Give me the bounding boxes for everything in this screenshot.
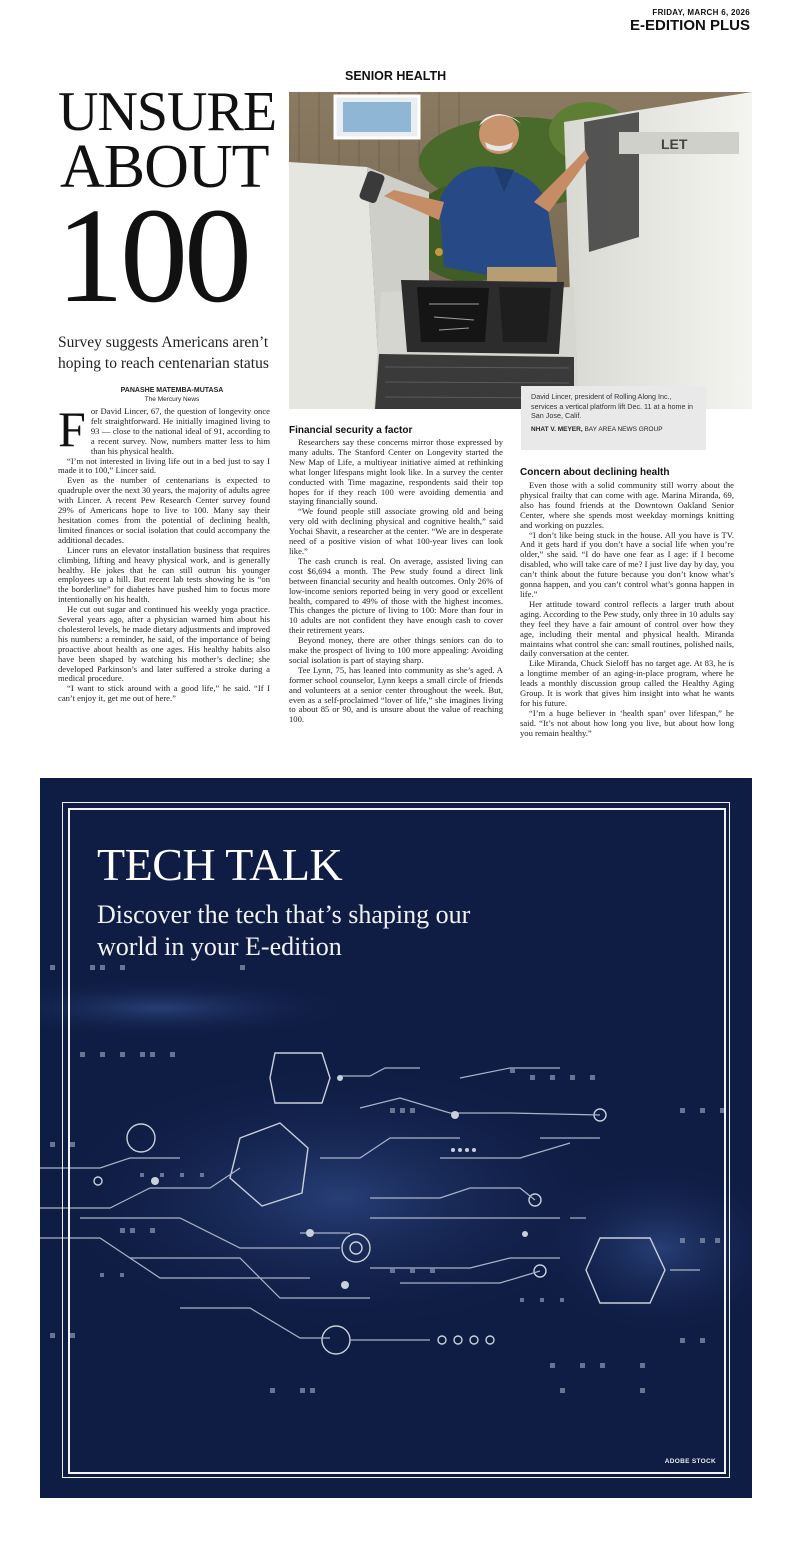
article-paragraph: He cut out sugar and continued his weekly yoga practice. Several years ago, after a physician warned him about his cholesterol levels, he made dietary adjustments and improved his numbers: a reminder, he said, of the importance of being proactive about health as one ages. His healthy habits also have been shaped by watching his mother’s decline; she developed Parkinson’s and later suffered a stroke during a medical procedure.: [58, 604, 270, 684]
byline-author: PANASHE MATEMBA-MUTASA: [120, 387, 224, 394]
section-label: SENIOR HEALTH: [345, 69, 447, 83]
lift-sign-text: LET: [661, 136, 688, 152]
article-paragraph: Even those with a solid community still worry about the physical frailty that can come with age. Marina Miranda, 69, also has found friends at the Downtown Oakland Senior Center, where she spends most weekday mornings knitting and working on puzzles.: [520, 480, 734, 530]
subhead-financial: Financial security a factor: [289, 425, 413, 436]
article-paragraph: “I’m a huge believer in ‘health span’ over lifespan,” he said. “It’s not about how long you live, but about how long you remain healthy.”: [520, 707, 734, 738]
photo-illustration: [289, 92, 752, 409]
article-paragraph: Her attitude toward control reflects a larger truth about aging. According to the Pew study, only three in 10 adults say they feel they have a fair amount of control over how they age, including their mental and physical health. Miranda maintains what control she can: small routines, polished nails, daily conversation at the center.: [520, 598, 734, 659]
article-paragraph: Even as the number of centenarians is expected to quadruple over the next 30 years, the majority of adults agree with Lincer. A recent Pew Research Center survey found 29% of Americans hope to live to 100. Many say their hesitation comes from the potential of declining health, limited finances or social isolation that could accompany the additional decades.: [58, 475, 270, 545]
edition-name: E-EDITION PLUS: [629, 17, 750, 34]
photo-credit: [531, 425, 696, 435]
feature-photo: [289, 92, 752, 409]
tech-talk-ad[interactable]: [40, 778, 752, 1498]
photo-credit-org: BAY AREA NEWS GROUP: [584, 425, 663, 433]
headline-line-3: 100: [56, 181, 248, 331]
article-column-2: [289, 438, 503, 725]
article-paragraph: Tee Lynn, 75, has leaned into community as she’s aged. A former school counselor, Lynn keeps a small circle of friends and volunteers at a senior center throughout the week. But, even as a self-proclaimed “lover of life,” she imagines living to about 85 or 90, and is unsure about the value of reaching 100.: [289, 664, 503, 725]
article-column-1: [58, 401, 270, 704]
photo-caption: David Lincer, president of Rolling Along Inc., services a vertical platform lift Dec. 11 at a home in San Jose, Calif.: [531, 392, 694, 420]
photo-credit-name: NHAT V. MEYER,: [531, 425, 583, 433]
drop-cap: F: [58, 401, 86, 457]
paragraph-text: or David Lincer, 67, the question of longevity once felt straightforward. He initially imagined living to 93 — close to the national ideal of 91, according to a recent survey. Now, numbers matter less to him than his physical health.: [90, 406, 270, 456]
article-paragraph: “I want to stick around with a good life,” he said. “If I can’t enjoy it, get me out of here.”: [58, 683, 270, 704]
ad-title: TECH TALK: [97, 839, 343, 890]
deck: Survey suggests Americans aren’t hoping to reach centenarian status: [58, 334, 269, 372]
article-paragraph: Beyond money, there are other things seniors can do to make the prospect of living to 100 more appealing: Avoiding social isolation is part of staying sharp.: [289, 635, 503, 665]
headline-line-2: ABOUT: [60, 133, 269, 201]
article-paragraph: Lincer runs an elevator installation business that requires climbing, lifting and heavy physical work, and is generally healthy. He jokes that he can still outrun his younger employees up a hill. But recent lab tests showing he is “on the borderline” for diabetes have pushed him to focus more intentionally on his health.: [58, 544, 270, 605]
article-paragraph: “I don’t like being stuck in the house. All you have is TV. And it gets hard if you don’t have a social life when you’re older,” she said. “I do have one fear as I age: if I become disabled, who will take care of me? I just live day by day, you can’t think about the future because you don’t know what’s gonna happen, and you can’t control what’s gonna happen in life.”: [520, 529, 734, 599]
article-column-3: [520, 481, 734, 739]
headline-line-1: UNSURE: [58, 81, 277, 143]
article-paragraph: Researchers say these concerns mirror those expressed by many adults. The Stanford Center on Longevity started the New Map of Life, a multiyear initiative aimed at rethinking what longer lifespans might look like. In a survey the center conducted with Time magazine, respondents said their top hopes for if they reach 100 were avoiding dementia and staying financially sound.: [289, 437, 503, 507]
article-paragraph: [58, 401, 270, 457]
edition-date: FRIDAY, MARCH 6, 2026: [652, 8, 750, 17]
article-paragraph: Like Miranda, Chuck Sieloff has no target age. At 83, he is a longtime member of an aging-in-place program, where he leads a monthly discussion group called the Healthy Aging Group. It is work that gives him insight into what he wants for his future.: [520, 658, 734, 708]
photo-caption-box: [521, 386, 706, 450]
byline-outlet: The Mercury News: [144, 396, 200, 403]
article-paragraph: “We found people still associate growing old and being very old with declining physical and cognitive health,” said Yochai Shavit, a researcher at the center. “We are in desperate need of a positive vision of what 100-year lives can look like.”: [289, 506, 503, 556]
article-paragraph: “I’m not interested in living life out in a bed just to say I made it to 100,” Lincer said.: [58, 455, 270, 476]
article-paragraph: The cash crunch is real. On average, assisted living can cost $6,694 a month. The Pew study found a direct link between financial security and health outcomes. Only 26% of low-income seniors reported being in very good or excellent health, compared to 49% of those with the highest incomes. This changes the picture of living to 100: More than four in 10 adults are not confident they have enough cash to cover their retirement years.: [289, 555, 503, 636]
ad-subtitle: Discover the tech that’s shaping our world in your E-edition: [97, 900, 471, 961]
subhead-health: Concern about declining health: [520, 467, 670, 478]
ad-credit: ADOBE STOCK: [664, 1458, 716, 1465]
